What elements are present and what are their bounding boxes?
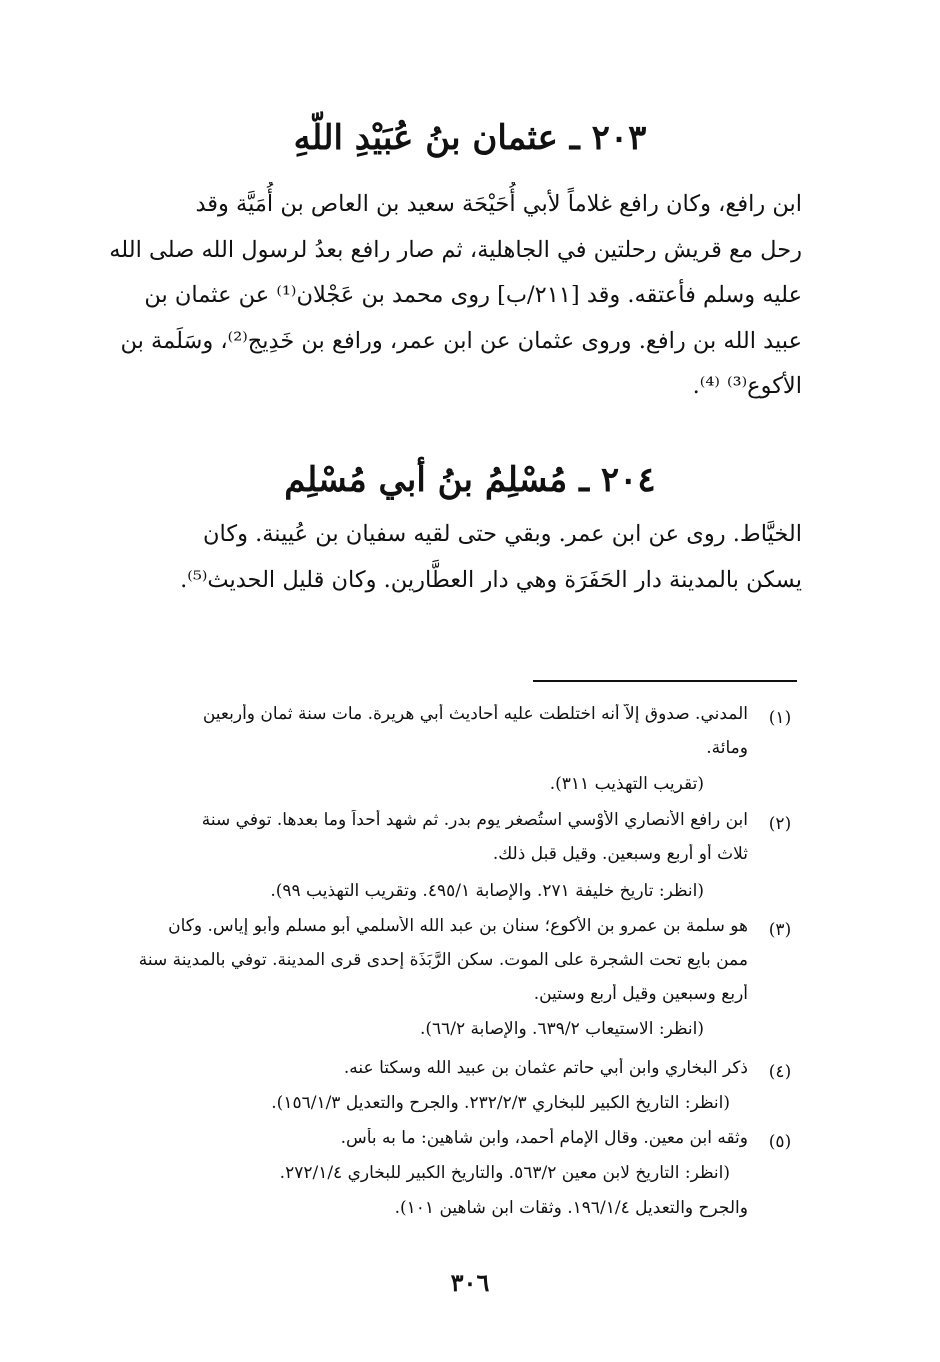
footnote [100, 1058, 800, 1118]
footnote-number: (٢) [768, 814, 792, 834]
footnote-line: وثقه ابن معين. وقال الإمام أحمد، وابن شاهين: ما به بأس. [340, 1128, 748, 1148]
text-line: عبيد الله بن رافع. وروى عثمان عن ابن عمر، ورافع بن خَدِيج⁽²⁾، وسَلَمة بن [120, 327, 802, 354]
footnote-reference: (تقريب التهذيب ٣١١). [549, 774, 704, 794]
entry-body [102, 182, 802, 410]
text-line: الخيَّاط. روى عن ابن عمر. وبقي حتى لقيه سفيان بن عُيينة. وكان [202, 521, 802, 547]
footnote-line: المدني. صدوق إلاّ أنه اختلطت عليه أحاديث أبي هريرة. مات سنة ثمان وأربعين [202, 704, 748, 724]
entry-title: ٢٠٣ ـ عثمان بنُ عُبَيْدِ اللّهِ [293, 118, 647, 158]
text-line: الأكوع⁽³⁾ ⁽⁴⁾. [692, 373, 802, 399]
footnote-line: ومائة. [706, 738, 748, 758]
footnote-reference: (انظر: تاريخ خليفة ٢٧١. والإصابة ٤٩٥/١. وتقريب التهذيب ٩٩). [270, 881, 704, 901]
text-line: عليه وسلم فأعتقه. وقد [٢١١/ب] روى محمد بن عَجْلان⁽¹⁾ عن عثمان بن [144, 282, 802, 308]
footnote-line: ثلاث أو أربع وسبعين. وقيل قبل ذلك. [492, 844, 748, 864]
footnote-number: (٤) [768, 1062, 792, 1082]
footnote-number: (٣) [768, 920, 792, 940]
footnote-line: ذكر البخاري وابن أبي حاتم عثمان بن عبيد الله وسكتا عنه. [343, 1058, 748, 1078]
entry-body [102, 512, 802, 603]
footnote-reference: (انظر: الاستيعاب ٦٣٩/٢. والإصابة ٦٦/٢). [419, 1019, 704, 1039]
footnote [100, 704, 800, 794]
footnote-line: هو سلمة بن عمرو بن الأكوع؛ سنان بن عبد الله الأسلمي أبو مسلم وأبو إياس. وكان [168, 916, 748, 936]
text-line: يسكن بالمدينة دار الحَفَرَة وهي دار العطَّارين. وكان قليل الحديث⁽⁵⁾. [180, 566, 802, 593]
page-number: ٣٠٦ [450, 1268, 490, 1297]
footnote [100, 810, 800, 900]
footnote-reference: (انظر: التاريخ لابن معين ٥٦٣/٢. والتاريخ الكبير للبخاري ٢٧٢/١/٤. [279, 1163, 730, 1183]
footnote-number: (٥) [768, 1132, 792, 1152]
footnote [100, 1128, 800, 1228]
text-line: رحل مع قريش رحلتين في الجاهلية، ثم صار رافع بعدُ لرسول الله صلى الله [109, 236, 802, 263]
footnote [100, 916, 800, 1046]
footnote-separator [533, 680, 797, 682]
footnote-number: (١) [768, 708, 792, 728]
footnote-line: أربع وسبعين وقيل أربع وستين. [533, 984, 748, 1004]
entry-title: ٢٠٤ ـ مُسْلِمُ بنُ أبي مُسْلِم [284, 460, 656, 500]
text-line: ابن رافع، وكان رافع غلاماً لأبي أُحَيْحَة سعيد بن العاص بن أُمَيَّة وقد [195, 191, 802, 217]
footnote-reference: (انظر: التاريخ الكبير للبخاري ٢٣٢/٢/٣. والجرح والتعديل ١٥٦/١/٣). [271, 1093, 730, 1113]
footnote-line: ابن رافع الأنصاري الأوْسي استُصغر يوم بدر. ثم شهد أحداً وما بعدها. توفي سنة [201, 810, 748, 830]
footnote-line: والجرح والتعديل ١٩٦/١/٤. وثقات ابن شاهين ١٠١). [394, 1198, 748, 1218]
footnote-line: ممن بايع تحت الشجرة على الموت. سكن الرَّبَذَة إحدى قرى المدينة. توفي بالمدينة سنة [138, 950, 748, 970]
